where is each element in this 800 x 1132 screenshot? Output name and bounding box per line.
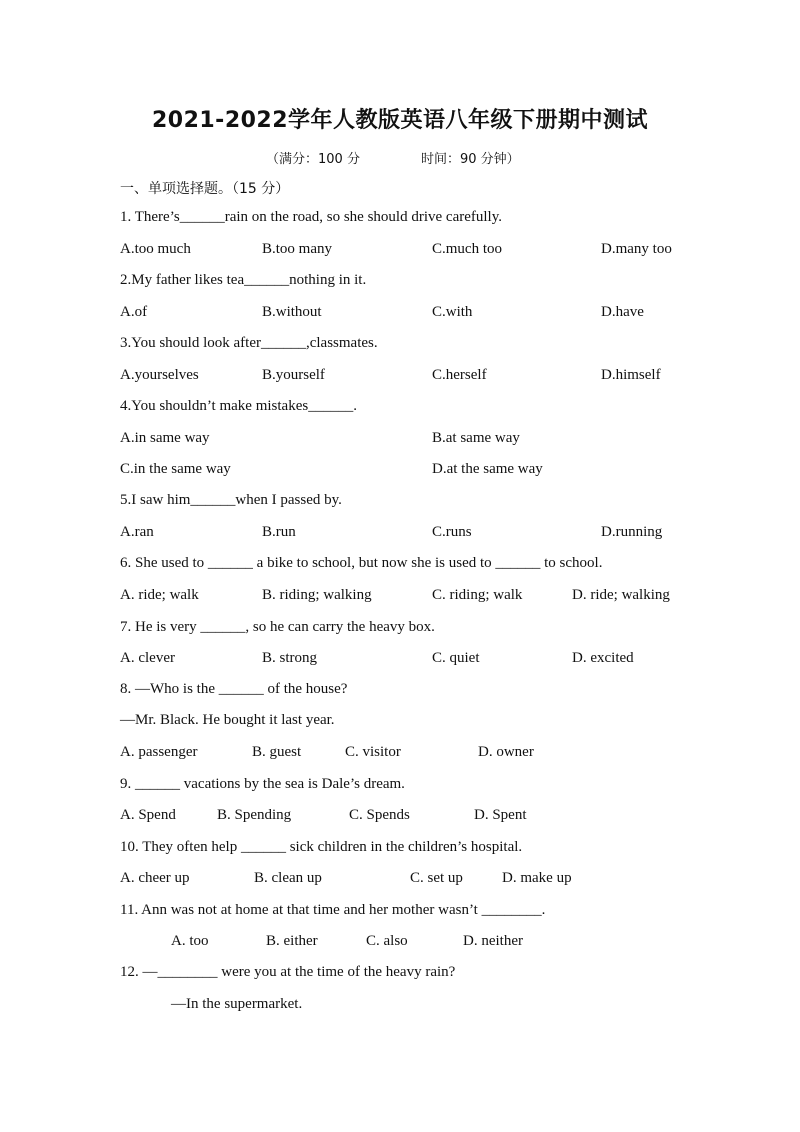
option-a: A. Spend	[120, 807, 176, 823]
option-c: C. set up	[410, 870, 463, 886]
option-d: D. owner	[478, 744, 534, 760]
option-d: D. excited	[572, 650, 634, 666]
option-d: D. Spent	[474, 807, 527, 823]
option-a: A.too much	[120, 241, 191, 257]
option-a: A.in same way	[120, 430, 210, 446]
option-c: C. Spends	[349, 807, 410, 823]
question-stem: 3.You should look after______,classmates.	[120, 335, 378, 351]
option-b: B. clean up	[254, 870, 322, 886]
option-a: A. cheer up	[120, 870, 190, 886]
option-a: A. ride; walk	[120, 587, 199, 603]
option-b: B. Spending	[217, 807, 292, 823]
question-stem: 12. —________ were you at the time of the heavy rain?	[120, 964, 456, 980]
option-c: C.in the same way	[120, 461, 231, 477]
option-c: C.much too	[432, 241, 502, 257]
question-stem: 7. He is very ______, so he can carry the heavy box.	[120, 619, 435, 635]
option-b: B.without	[262, 304, 322, 320]
score-info: （满分：100 分	[266, 152, 360, 167]
option-b: B.too many	[262, 241, 332, 257]
question-stem: 2.My father likes tea______nothing in it.	[120, 272, 367, 288]
option-a: A.yourselves	[120, 367, 199, 383]
question-reply: —In the supermarket.	[171, 996, 303, 1012]
option-a: A. too	[171, 933, 209, 949]
option-d: D.many too	[601, 241, 672, 257]
question-stem: 8. —Who is the ______ of the house?	[120, 681, 348, 697]
option-c: C.with	[432, 304, 473, 320]
option-b: B.run	[262, 524, 296, 540]
option-c: C.runs	[432, 524, 472, 540]
option-d: D. neither	[463, 933, 523, 949]
option-c: C. riding; walk	[432, 587, 523, 603]
section-heading: 一、单项选择题。（15 分）	[120, 181, 290, 197]
question-stem: 9. ______ vacations by the sea is Dale’s dream.	[120, 776, 405, 792]
option-a: A.ran	[120, 524, 154, 540]
question-stem: 1. There’s______rain on the road, so she should drive carefully.	[120, 209, 502, 225]
option-d: D. make up	[502, 870, 572, 886]
option-c: C.herself	[432, 367, 487, 383]
option-d: D.at the same way	[432, 461, 543, 477]
option-d: D.have	[601, 304, 644, 320]
option-c: C. also	[366, 933, 408, 949]
question-stem: 11. Ann was not at home at that time and her mother wasn’t ________.	[120, 902, 546, 918]
option-c: C. visitor	[345, 744, 401, 760]
question-reply: —Mr. Black. He bought it last year.	[120, 712, 335, 728]
option-c: C. quiet	[432, 650, 480, 666]
question-stem: 4.You shouldn’t make mistakes______.	[120, 398, 357, 414]
option-b: B.yourself	[262, 367, 325, 383]
option-d: D.himself	[601, 367, 661, 383]
option-a: A.of	[120, 304, 148, 320]
option-b: B. strong	[262, 650, 318, 666]
question-stem: 6. She used to ______ a bike to school, but now she is used to ______ to school.	[120, 555, 603, 571]
option-d: D. ride; walking	[572, 587, 670, 603]
time-info: 时间：90 分钟）	[421, 152, 520, 167]
question-stem: 10. They often help ______ sick children in the children’s hospital.	[120, 839, 523, 855]
option-b: B.at same way	[432, 430, 520, 446]
option-b: B. either	[266, 933, 318, 949]
option-b: B. guest	[252, 744, 302, 760]
option-d: D.running	[601, 524, 663, 540]
question-stem: 5.I saw him______when I passed by.	[120, 492, 342, 508]
option-b: B. riding; walking	[262, 587, 372, 603]
option-a: A. clever	[120, 650, 175, 666]
page-title: 2021-2022学年人教版英语八年级下册期中测试	[151, 108, 649, 133]
option-a: A. passenger	[120, 744, 198, 760]
